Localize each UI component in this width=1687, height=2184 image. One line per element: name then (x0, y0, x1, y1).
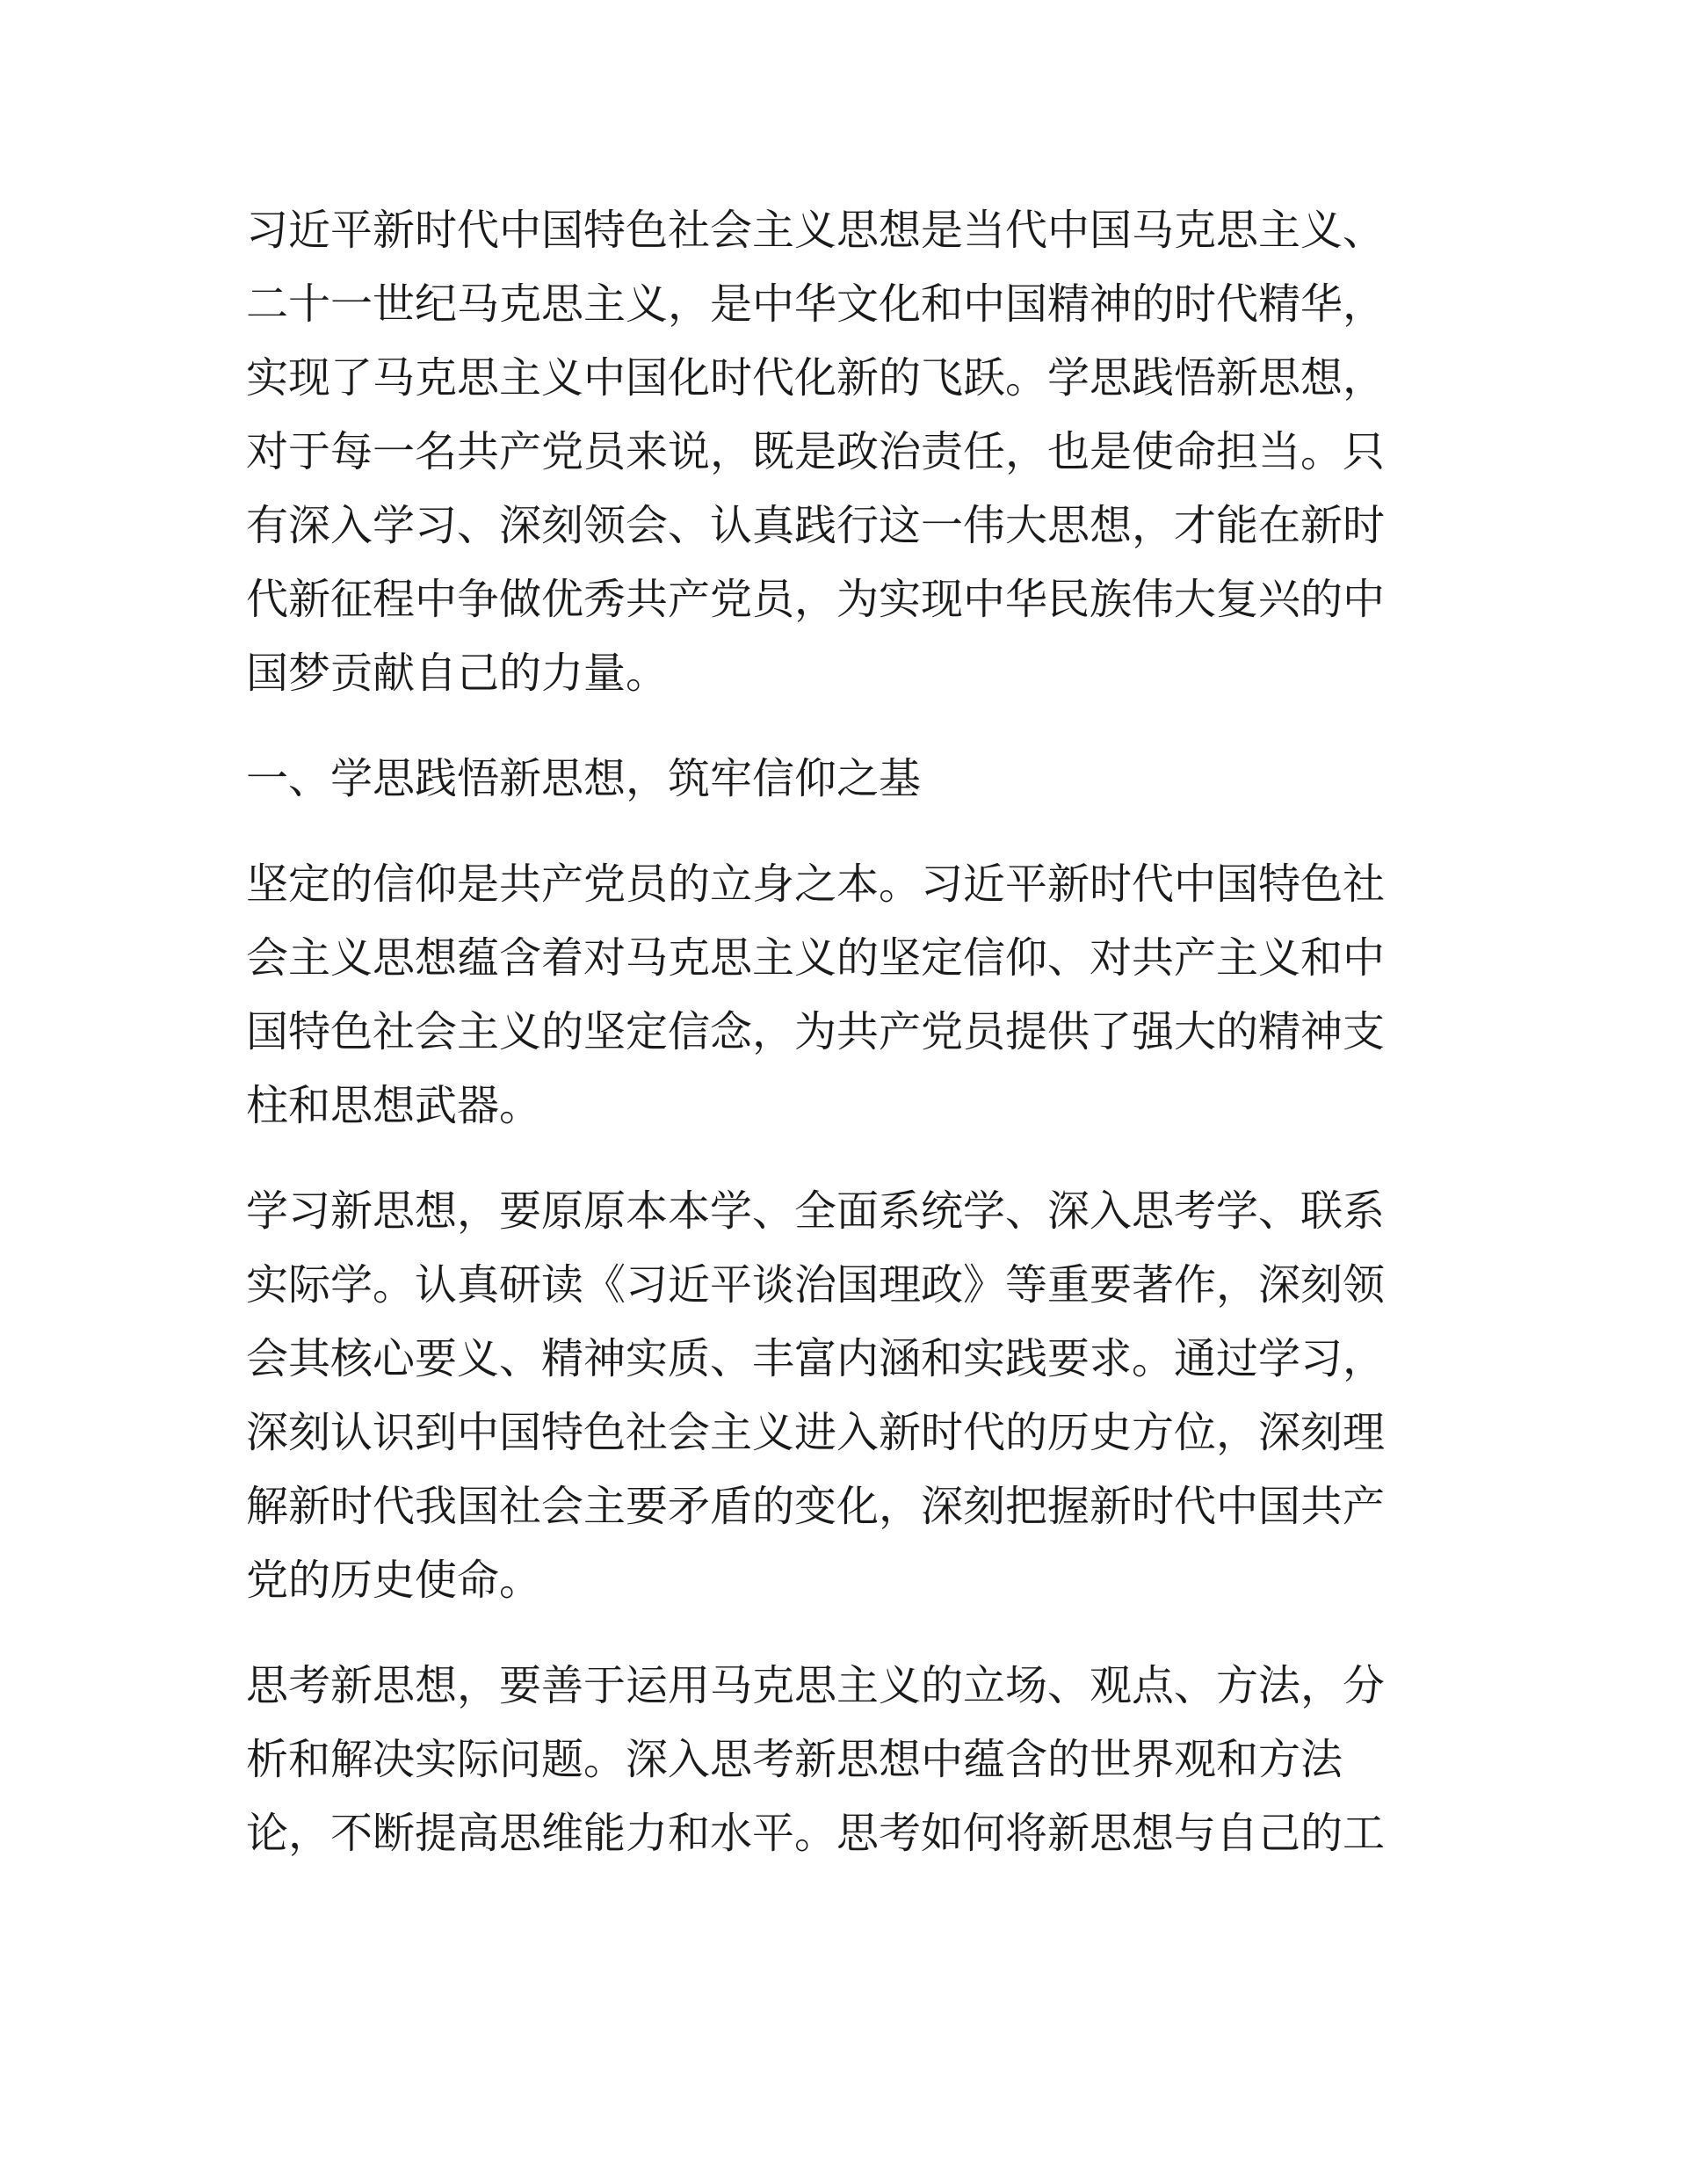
text-line: 实现了马克思主义中国化时代化新的飞跃。学思践悟新思想， (246, 353, 1386, 403)
text-line: 党的历史使命。 (246, 1556, 542, 1605)
intro-paragraph (246, 193, 1441, 710)
text-line: 会其核心要义、精神实质、丰富内涵和实践要求。通过学习， (246, 1334, 1386, 1383)
text-line: 实际学。认真研读《习近平谈治国理政》等重要著作，深刻领 (246, 1260, 1386, 1310)
text-line: 析和解决实际问题。深入思考新思想中蕴含的世界观和方法 (246, 1735, 1343, 1784)
text-line: 论，不断提高思维能力和水平。思考如何将新思想与自己的工 (246, 1809, 1386, 1858)
text-line: 代新征程中争做优秀共产党员，为实现中华民族伟大复兴的中 (246, 575, 1386, 624)
text-line: 对于每一名共产党员来说，既是政治责任，也是使命担当。只 (246, 427, 1386, 476)
text-line: 柱和思想武器。 (246, 1081, 542, 1130)
paragraph-think (246, 1649, 1441, 1870)
paragraph-faith (246, 847, 1441, 1143)
text-line: 有深入学习、深刻领会、认真践行这一伟大思想，才能在新时 (246, 501, 1386, 550)
text-line: 国梦贡献自己的力量。 (246, 649, 669, 698)
text-line: 思考新思想，要善于运用马克思主义的立场、观点、方法，分 (246, 1661, 1386, 1710)
text-line: 二十一世纪马克思主义，是中华文化和中国精神的时代精华， (246, 279, 1386, 329)
text-line: 解新时代我国社会主要矛盾的变化，深刻把握新时代中国共产 (246, 1482, 1386, 1531)
section-heading: 一、学思践悟新思想，筑牢信仰之基 (246, 754, 922, 803)
text-line: 国特色社会主义的坚定信念，为共产党员提供了强大的精神支 (246, 1007, 1386, 1056)
text-line: 习近平新时代中国特色社会主义思想是当代中国马克思主义、 (246, 206, 1386, 255)
document-body (246, 193, 1441, 1902)
text-line: 深刻认识到中国特色社会主义进入新时代的历史方位，深刻理 (246, 1408, 1386, 1457)
text-line: 学习新思想，要原原本本学、全面系统学、深入思考学、联系 (246, 1186, 1386, 1236)
paragraph-study (246, 1174, 1441, 1617)
text-line: 坚定的信仰是共产党员的立身之本。习近平新时代中国特色社 (246, 860, 1386, 909)
text-line: 会主义思想蕴含着对马克思主义的坚定信仰、对共产主义和中 (246, 933, 1386, 983)
